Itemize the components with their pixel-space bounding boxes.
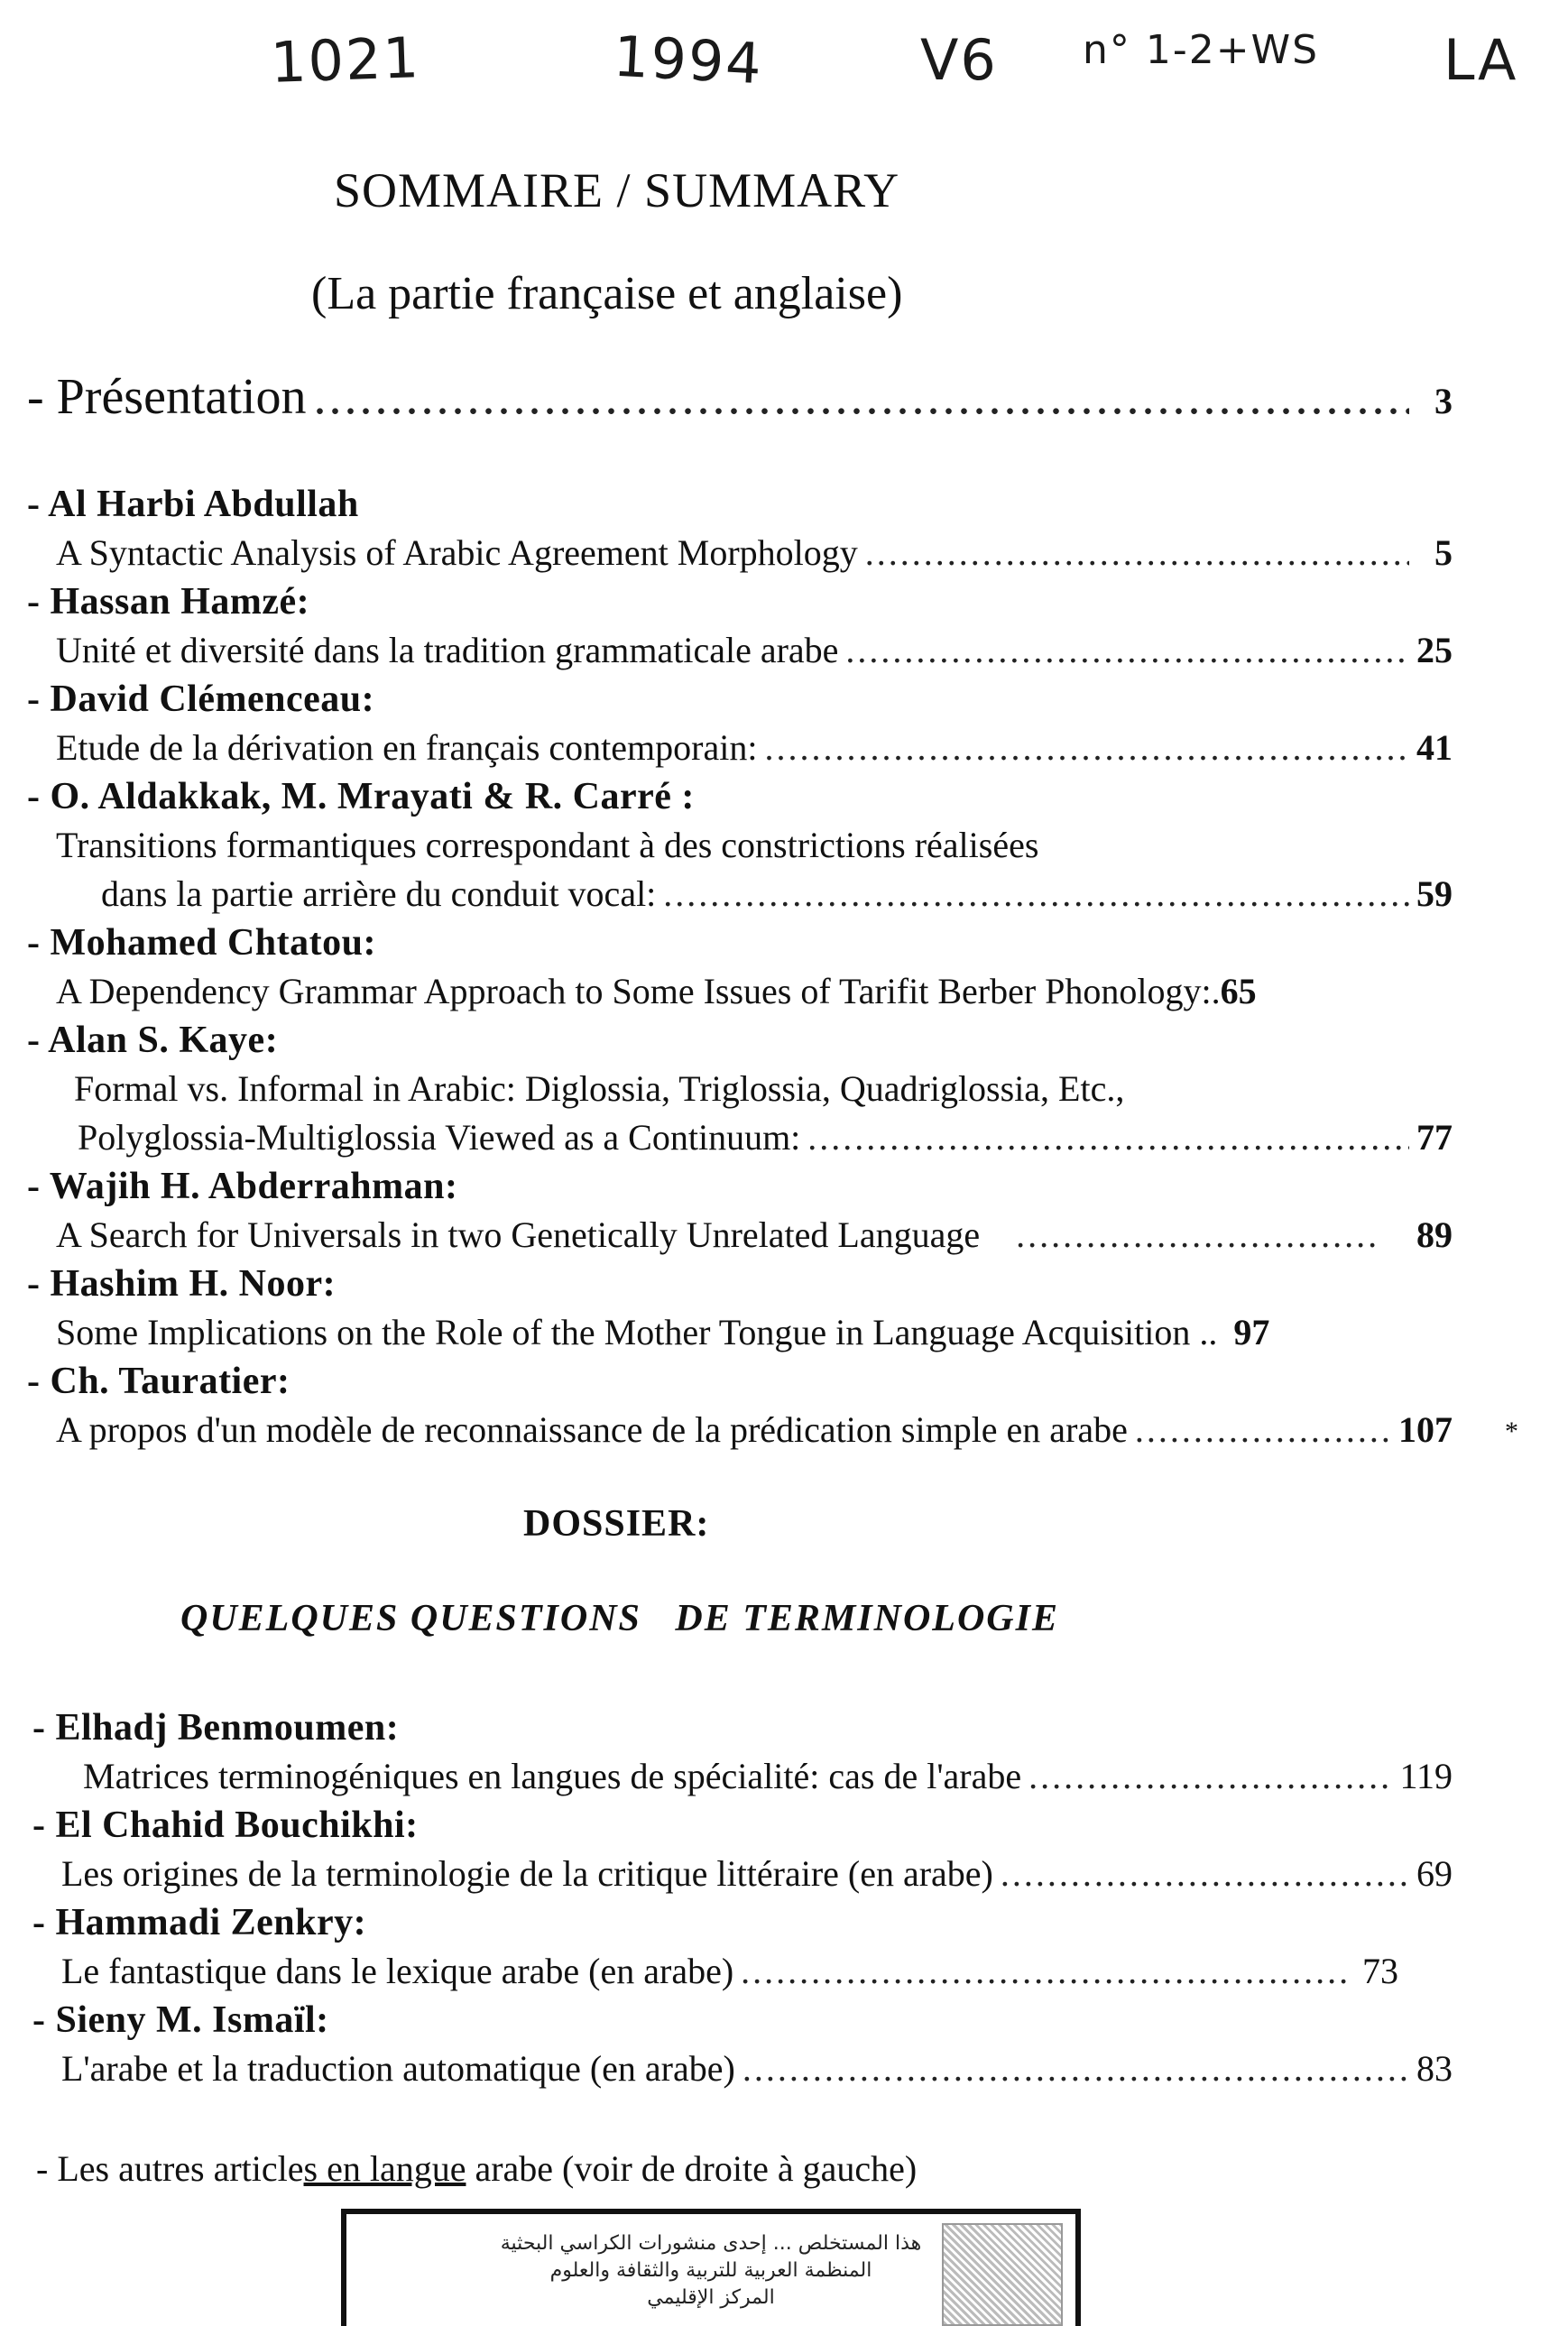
toc-title: A Dependency Grammar Approach to Some Issues of Tarifit Berber Phonology:. [56, 971, 1221, 1011]
footer-note-text: - Les autres article [36, 2148, 304, 2189]
toc-author: - Mohamed Chtatou: [27, 922, 376, 964]
dossier-contents [32, 1703, 1453, 2093]
handwritten-volume: V6 [920, 27, 998, 93]
dot-leader [764, 724, 1409, 772]
toc-line [27, 724, 1453, 772]
page-number: 89 [1416, 1214, 1453, 1255]
stamp-line: المركز الإقليمي [647, 2286, 775, 2309]
toc-title: Les origines de la terminologie de la critique littéraire (en arabe) [61, 1853, 993, 1894]
toc-title: A propos d'un modèle de reconnaissance de la prédication simple en arabe [56, 1409, 1128, 1450]
toc-entry[interactable] [27, 1357, 1453, 1454]
toc-entry[interactable] [32, 1801, 1453, 1898]
toc-title: A Search for Universals in two Genetically Unrelated Language [56, 1214, 981, 1255]
toc-author: - Hammadi Zenkry: [32, 1902, 367, 1943]
dot-leader [663, 870, 1409, 918]
toc-line [27, 1406, 1453, 1454]
toc-title: Etude de la dérivation en français contemporain: [56, 727, 758, 768]
stamp-line: هذا المستخلص ... إحدى منشورات الكراسي البحثية [500, 2232, 922, 2255]
page-subtitle: (La partie française et anglaise) [311, 268, 903, 319]
page-title: SOMMAIRE / SUMMARY [334, 163, 900, 217]
toc-entry[interactable] [32, 1703, 1453, 1801]
page-number: 77 [1416, 1117, 1453, 1158]
page-number: 25 [1416, 630, 1453, 670]
stamp-line: المنظمة العربية للتربية والثقافة والعلوم [549, 2259, 872, 2282]
toc-entry[interactable] [27, 1016, 1453, 1162]
toc-entry[interactable] [27, 918, 1453, 1016]
dot-leader [741, 1947, 1351, 1996]
toc-line [32, 1850, 1453, 1898]
dot-leader [1028, 1752, 1392, 1801]
toc-title-continued: Polyglossia-Multiglossia Viewed as a Continuum: [78, 1117, 801, 1158]
toc-title: Transitions formantiques correspondant à des constrictions réalisées [56, 825, 1039, 865]
margin-mark: * [1505, 1417, 1518, 1446]
toc-author: - O. Aldakkak, M. Mrayati & R. Carré : [27, 776, 695, 817]
dossier-subheading: QUELQUES QUESTIONS DE TERMINOLOGIE [180, 1598, 1059, 1639]
toc-line [27, 1065, 1453, 1113]
toc-line [27, 821, 1453, 870]
toc-author: - Al Harbi Abdullah [27, 484, 359, 525]
toc-author: - Alan S. Kaye: [27, 1020, 279, 1061]
page-number: 69 [1416, 1853, 1453, 1894]
page-number: 65 [1220, 971, 1257, 1011]
toc-title: Matrices terminogéniques en langues de spécialité: cas de l'arabe [83, 1756, 1022, 1796]
page-number: 59 [1416, 873, 1453, 914]
toc-entry[interactable] [27, 772, 1453, 918]
dot-leader [807, 1113, 1409, 1162]
toc-title: Formal vs. Informal in Arabic: Diglossia, Triglossia, Quadriglossia, Etc., [74, 1068, 1125, 1109]
footer-note-text-end: arabe (voir de droite à gauche) [466, 2148, 918, 2189]
toc-entry[interactable] [32, 1898, 1453, 1996]
toc-title: Unité et diversité dans la tradition grammaticale arabe [56, 630, 839, 670]
toc-author: - Hashim H. Noor: [27, 1263, 337, 1305]
toc-line [32, 1752, 1453, 1801]
toc-author: - Wajih H. Abderrahman: [27, 1166, 458, 1207]
toc-title-continued: dans la partie arrière du conduit vocal: [101, 873, 657, 914]
dossier-heading: DOSSIER: [523, 1503, 710, 1545]
dot-leader [1001, 1850, 1409, 1898]
toc-author: - David Clémenceau: [27, 678, 375, 720]
toc-line [27, 1308, 1453, 1357]
page-number: 107 [1398, 1409, 1453, 1450]
toc-entry[interactable] [32, 1996, 1453, 2093]
toc-line [27, 1113, 1453, 1162]
toc-title: - Présentation [27, 369, 307, 425]
toc-line [27, 1211, 1453, 1260]
page-number: 83 [1416, 2048, 1453, 2089]
toc-entry[interactable] [27, 675, 1453, 772]
dot-leader [865, 529, 1409, 577]
handwritten-issue: n° 1-2+WS [1083, 27, 1320, 73]
page-number: 5 [1434, 532, 1453, 573]
toc-author: - Ch. Tauratier: [27, 1361, 291, 1402]
toc-line [32, 1947, 1453, 1996]
toc-author: - Hassan Hamzé: [27, 581, 310, 623]
library-stamp [341, 2209, 1081, 2326]
handwritten-catalog-note [269, 23, 1525, 108]
toc-title: Some Implications on the Role of the Mother Tongue in Language Acquisition .. [56, 1312, 1218, 1352]
page-number: 97 [1233, 1312, 1270, 1352]
page-number: 41 [1416, 727, 1453, 768]
toc-entry[interactable] [27, 1260, 1453, 1357]
toc-line [27, 967, 1453, 1016]
dot-leader [313, 361, 1409, 433]
handwritten-code: LA [1443, 27, 1518, 93]
toc-presentation[interactable] [27, 361, 1453, 433]
stamp-logo-icon [942, 2223, 1063, 2326]
dot-leader [1135, 1406, 1391, 1454]
toc-author: - El Chahid Bouchikhi: [32, 1804, 419, 1846]
footer-note [36, 2147, 917, 2190]
page-number: 3 [1434, 381, 1453, 421]
handwritten-year: 1994 [612, 23, 765, 97]
page-number: 119 [1399, 1756, 1453, 1796]
toc-author: - Sieny M. Ismaïl: [32, 1999, 329, 2041]
toc-entry[interactable] [27, 577, 1453, 675]
footer-note-underlined: s en langue [303, 2148, 466, 2189]
table-of-contents [27, 361, 1453, 1454]
dot-leader [845, 626, 1409, 675]
toc-author: - Elhadj Benmoumen: [32, 1707, 400, 1749]
toc-entry[interactable] [27, 480, 1453, 577]
toc-line [27, 529, 1453, 577]
handwritten-number: 1021 [269, 24, 422, 96]
dot-leader [1016, 1211, 1380, 1260]
toc-title: A Syntactic Analysis of Arabic Agreement Morphology [56, 532, 858, 573]
toc-title: Le fantastique dans le lexique arabe (en arabe) [61, 1951, 734, 1991]
dot-leader [742, 2044, 1409, 2093]
toc-entry[interactable] [27, 1162, 1453, 1260]
toc-title: L'arabe et la traduction automatique (en arabe) [61, 2048, 735, 2089]
toc-line [27, 626, 1453, 675]
toc-line [32, 2044, 1453, 2093]
toc-line [27, 870, 1453, 918]
page-number: 73 [1362, 1951, 1398, 1991]
